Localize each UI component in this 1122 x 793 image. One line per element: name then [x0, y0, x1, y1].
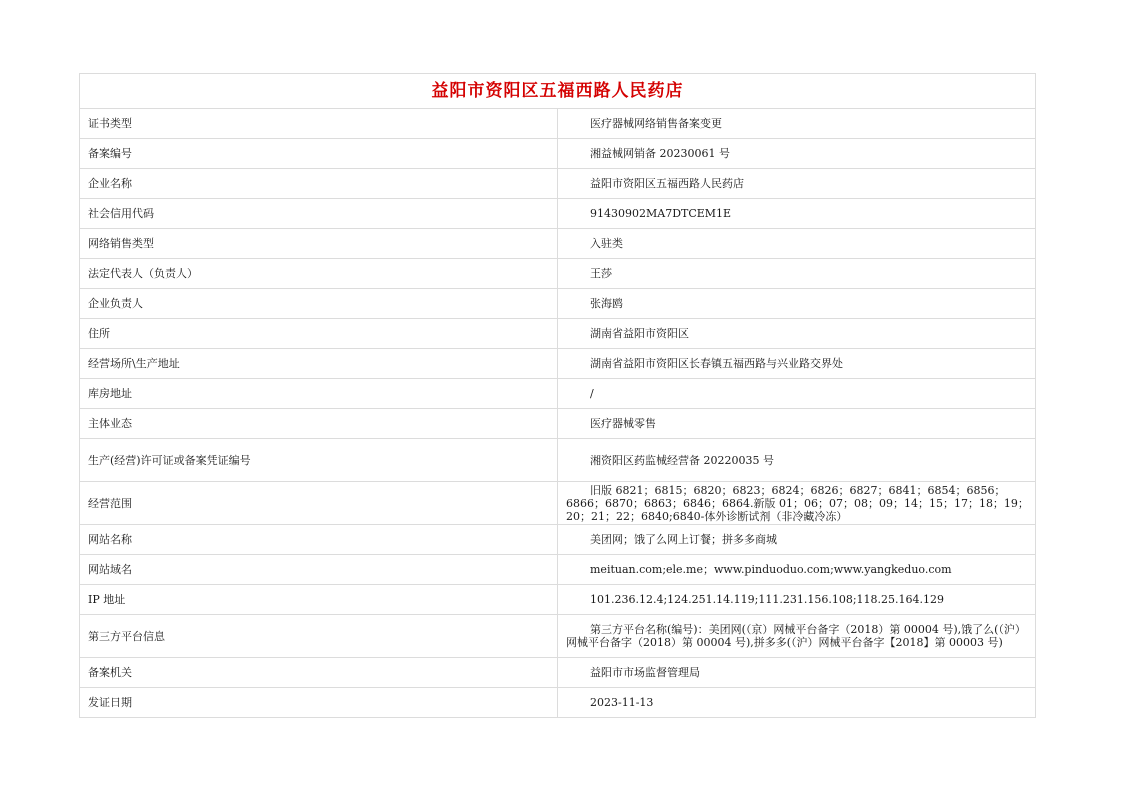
row-label: 社会信用代码: [80, 199, 558, 229]
row-label: 第三方平台信息: [80, 615, 558, 658]
row-label: 备案机关: [80, 658, 558, 688]
row-value: 湖南省益阳市资阳区长春镇五福西路与兴业路交界处: [558, 349, 1036, 379]
row-label: 库房地址: [80, 379, 558, 409]
table-row: [80, 525, 1036, 555]
row-label: 企业负责人: [80, 289, 558, 319]
row-value: 入驻类: [558, 229, 1036, 259]
row-value: 湘益械网销备 20230061 号: [558, 139, 1036, 169]
row-label: 企业名称: [80, 169, 558, 199]
row-label: 发证日期: [80, 688, 558, 718]
row-value: meituan.com;ele.me；www.pinduoduo.com;www.yangkeduo.com: [558, 555, 1036, 585]
table-row: [80, 658, 1036, 688]
table-row: [80, 259, 1036, 289]
row-value: 2023-11-13: [558, 688, 1036, 718]
row-value: 益阳市资阳区五福西路人民药店: [558, 169, 1036, 199]
table-row: [80, 199, 1036, 229]
row-label: 备案编号: [80, 139, 558, 169]
table-row: [80, 439, 1036, 482]
row-value: 王莎: [558, 259, 1036, 289]
row-label: 网站名称: [80, 525, 558, 555]
table-row: [80, 349, 1036, 379]
row-value: 湖南省益阳市资阳区: [558, 319, 1036, 349]
table-row: [80, 688, 1036, 718]
table-row: [80, 109, 1036, 139]
row-value: /: [558, 379, 1036, 409]
row-label: 经营范围: [80, 482, 558, 525]
row-value: 旧版 6821；6815；6820；6823；6824；6826；6827；6841；6854；6856；6866；6870；6863；6846；6864.新版 01；06；07；08；09；14；15；17；18；19；20；21；22；6840;6840-体外诊断试剂（非冷藏冷冻）: [558, 482, 1036, 525]
table-row: [80, 319, 1036, 349]
table-row: [80, 409, 1036, 439]
row-label: 网站域名: [80, 555, 558, 585]
row-value: 91430902MA7DTCEM1E: [558, 199, 1036, 229]
table-row: [80, 615, 1036, 658]
row-label: 住所: [80, 319, 558, 349]
row-value: 张海鸥: [558, 289, 1036, 319]
table-row: [80, 289, 1036, 319]
table-row: [80, 139, 1036, 169]
row-value: 医疗器械网络销售备案变更: [558, 109, 1036, 139]
row-label: 生产(经营)许可证或备案凭证编号: [80, 439, 558, 482]
row-value: 101.236.12.4;124.251.14.119;111.231.156.108;118.25.164.129: [558, 585, 1036, 615]
row-value: 益阳市市场监督管理局: [558, 658, 1036, 688]
page-title: 益阳市资阳区五福西路人民药店: [80, 74, 1036, 109]
table-row: [80, 169, 1036, 199]
table-row: [80, 229, 1036, 259]
table-row: [80, 379, 1036, 409]
table-row: [80, 555, 1036, 585]
row-label: IP 地址: [80, 585, 558, 615]
row-label: 网络销售类型: [80, 229, 558, 259]
row-value: 湘资阳区药监械经营备 20220035 号: [558, 439, 1036, 482]
row-value: 第三方平台名称(编号)：美团网(（京）网械平台备字（2018）第 00004 号),饿了么(（沪）网械平台备字（2018）第 00004 号),拼多多(（沪）网械平台备字【2018】第 00003 号): [558, 615, 1036, 658]
row-label: 证书类型: [80, 109, 558, 139]
row-value: 美团网；饿了么网上订餐；拼多多商城: [558, 525, 1036, 555]
row-label: 主体业态: [80, 409, 558, 439]
row-label: 法定代表人（负责人）: [80, 259, 558, 289]
table-row: [80, 482, 1036, 525]
table-row: [80, 585, 1036, 615]
row-label: 经营场所\生产地址: [80, 349, 558, 379]
certificate-table: [79, 73, 1036, 718]
row-value: 医疗器械零售: [558, 409, 1036, 439]
